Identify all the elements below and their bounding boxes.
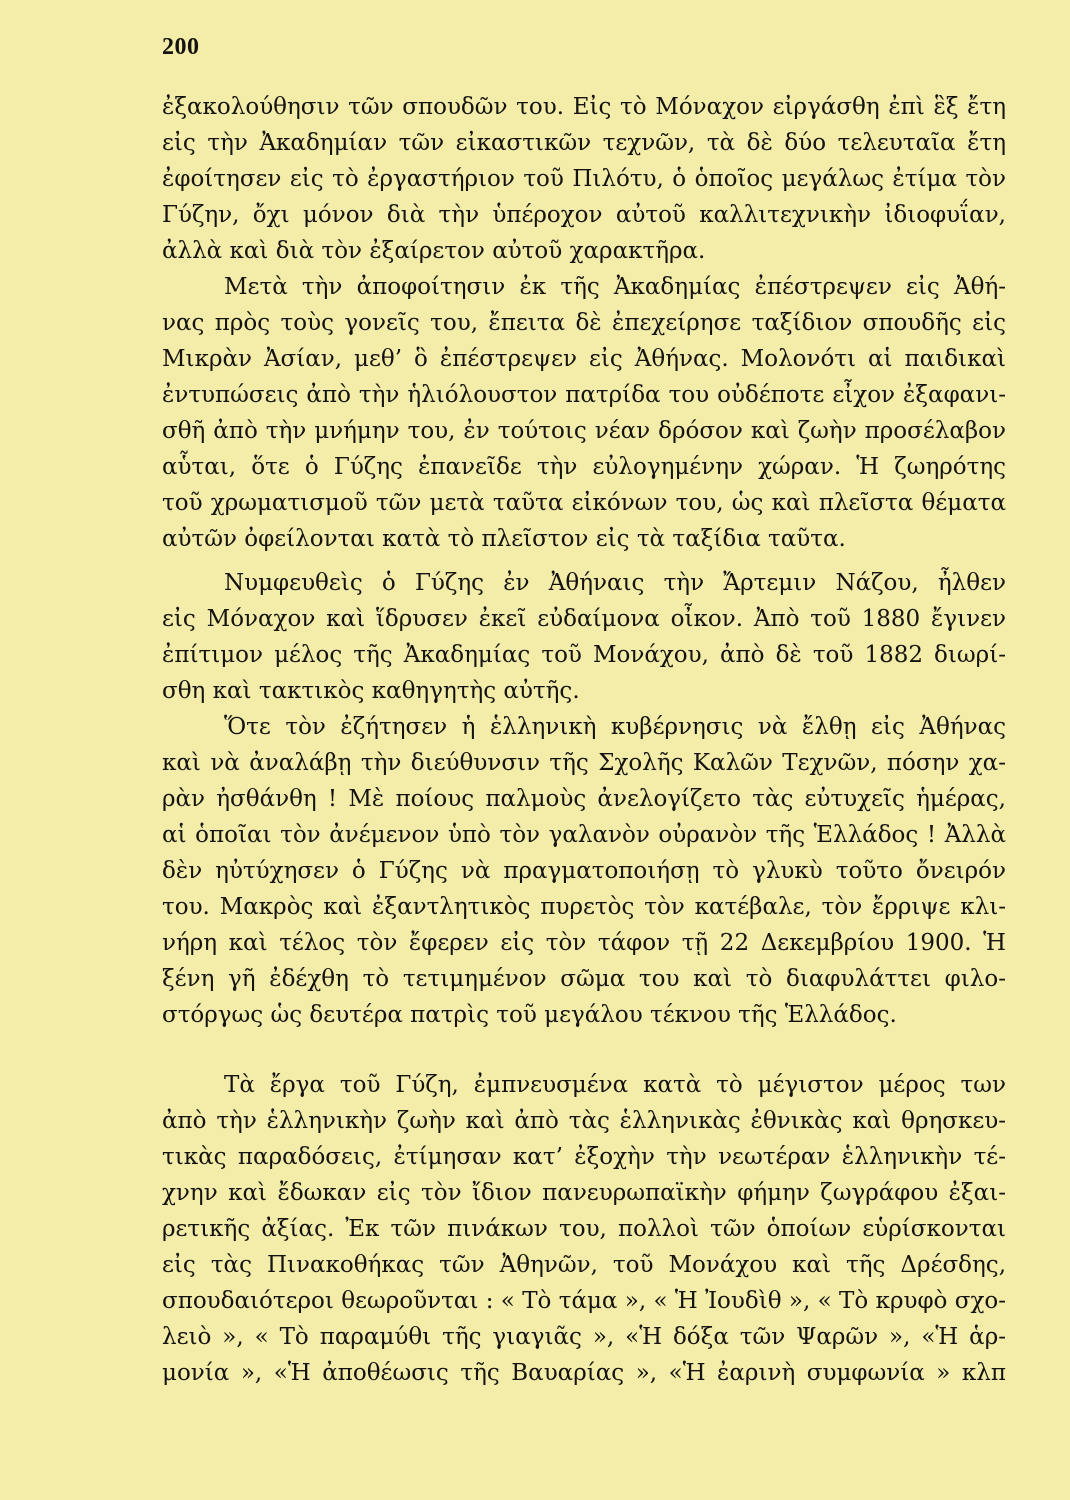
text-line: ἐπίτιμον μέλος τῆς Ἀκαδημίας τοῦ Μονάχου, ἀπὸ δὲ τοῦ 1882 διωρί- [162, 642, 1006, 668]
text-line: εἰς τὰς Πινακοθήκας τῶν Ἀθηνῶν, τοῦ Μονάχου καὶ τῆς Δρέσδης, [162, 1252, 1006, 1278]
text-line: ἐντυπώσεις ἀπὸ τὴν ἡλιόλουστον πατρίδα του οὐδέποτε εἶχον ἐξαφανι- [162, 382, 1006, 408]
text-line: χνην καὶ ἔδωκαν εἰς τὸν ἴδιον πανευρωπαϊκὴν φήμην ζωγράφου ἐξαι- [162, 1180, 1006, 1206]
text-line: αἱ ὁποῖαι τὸν ἀνέμενον ὑπὸ τὸν γαλανὸν οὐρανὸν τῆς Ἑλλάδος ! Ἀλλὰ [162, 822, 1006, 848]
text-line: νήρη καὶ τέλος τὸν ἔφερεν εἰς τὸν τάφον τῇ 22 Δεκεμβρίου 1900. Ἡ [162, 930, 1006, 956]
text-line: σπουδαιότεροι θεωροῦνται : « Τὸ τάμα », « Ἡ Ἰουδὶθ », « Τὸ κρυφὸ σχο- [162, 1288, 1006, 1314]
text-line: ἐξακολούθησιν τῶν σπουδῶν του. Εἰς τὸ Μόναχον εἰργάσθη ἐπὶ ἓξ ἔτη [162, 94, 1006, 120]
text-line: μονία », «Ἡ ἀποθέωσις τῆς Βαυαρίας », «Ἡ ἐαρινὴ συμφωνία » κλπ [162, 1360, 1006, 1386]
text-line: δὲν ηὐτύχησεν ὁ Γύζης νὰ πραγματοποιήσῃ τὸ γλυκὺ τοῦτο ὄνειρόν [162, 858, 1006, 884]
text-line: Μετὰ τὴν ἀποφοίτησιν ἐκ τῆς Ἀκαδημίας ἐπέστρεψεν εἰς Ἀθή- [224, 274, 1006, 300]
text-line: τικὰς παραδόσεις, ἐτίμησαν κατ’ ἐξοχὴν τὴν νεωτέραν ἑλληνικὴν τέ- [162, 1144, 1006, 1170]
text-line: ἀλλὰ καὶ διὰ τὸν ἐξαίρετον αὐτοῦ χαρακτῆρα. [162, 238, 706, 264]
text-line: νας πρὸς τοὺς γονεῖς του, ἔπειτα δὲ ἐπεχείρησε ταξίδιον σπουδῆς εἰς [162, 310, 1006, 336]
text-line: ρὰν ἠσθάνθη ! Μὲ ποίους παλμοὺς ἀνελογίζετο τὰς εὐτυχεῖς ἡμέρας, [162, 786, 1006, 812]
text-line: αὐτῶν ὀφείλονται κατὰ τὸ πλεῖστον εἰς τὰ ταξίδια ταῦτα. [162, 526, 846, 552]
text-line: ἐφοίτησεν εἰς τὸ ἐργαστήριον τοῦ Πιλότυ, ὁ ὁποῖος μεγάλως ἐτίμα τὸν [162, 166, 1006, 192]
text-line: Νυμφευθεὶς ὁ Γύζης ἐν Ἀθήναις τὴν Ἄρτεμιν Νάζου, ἦλθεν [224, 570, 1006, 596]
text-line: ξένη γῆ ἐδέχθη τὸ τετιμημένον σῶμα του καὶ τὸ διαφυλάττει φιλο- [162, 966, 1006, 992]
page-number: 200 [162, 34, 200, 60]
text-line: εἰς Μόναχον καὶ ἵδρυσεν ἐκεῖ εὐδαίμονα οἶκον. Ἀπὸ τοῦ 1880 ἔγινεν [162, 606, 1006, 632]
text-line: ρετικῆς ἀξίας. Ἐκ τῶν πινάκων του, πολλοὶ τῶν ὁποίων εὑρίσκονται [162, 1216, 1006, 1242]
text-line: σθη καὶ τακτικὸς καθηγητὴς αὐτῆς. [162, 678, 580, 704]
text-line: ἀπὸ τὴν ἑλληνικὴν ζωὴν καὶ ἀπὸ τὰς ἑλληνικὰς ἐθνικὰς καὶ θρησκευ- [162, 1108, 1006, 1134]
text-line: Γύζην, ὄχι μόνον διὰ τὴν ὑπέροχον αὐτοῦ καλλιτεχνικὴν ἰδιοφυΐαν, [162, 202, 1006, 228]
text-line: καὶ νὰ ἀναλάβῃ τὴν διεύθυνσιν τῆς Σχολῆς Καλῶν Τεχνῶν, πόσην χα- [162, 750, 1006, 776]
text-line: τοῦ χρωματισμοῦ τῶν μετὰ ταῦτα εἰκόνων του, ὡς καὶ πλεῖστα θέματα [162, 490, 1006, 516]
text-line: εἰς τὴν Ἀκαδημίαν τῶν εἰκαστικῶν τεχνῶν, τὰ δὲ δύο τελευταῖα ἔτη [162, 130, 1006, 156]
text-line: σθῆ ἀπὸ τὴν μνήμην του, ἐν τούτοις νέαν δρόσον καὶ ζωὴν προσέλαβον [162, 418, 1006, 444]
text-line: Μικρὰν Ἀσίαν, μεθ’ ὃ ἐπέστρεψεν εἰς Ἀθήνας. Μολονότι αἱ παιδικαὶ [162, 346, 1006, 372]
text-line: Τὰ ἔργα τοῦ Γύζη, ἐμπνευσμένα κατὰ τὸ μέγιστον μέρος των [224, 1072, 1006, 1098]
text-line: λειὸ », « Τὸ παραμύθι τῆς γιαγιᾶς », «Ἡ δόξα τῶν Ψαρῶν », «Ἡ ἁρ- [162, 1324, 1006, 1350]
text-line: Ὅτε τὸν ἐζήτησεν ἡ ἑλληνικὴ κυβέρνησις νὰ ἔλθῃ εἰς Ἀθήνας [224, 714, 1006, 740]
text-line: αὗται, ὅτε ὁ Γύζης ἐπανεῖδε τὴν εὐλογημένην χώραν. Ἡ ζωηρότης [162, 454, 1006, 480]
text-line: του. Μακρὸς καὶ ἐξαντλητικὸς πυρετὸς τὸν κατέβαλε, τὸν ἔρριψε κλι- [162, 894, 1006, 920]
text-line: στόργως ὡς δευτέρα πατρὶς τοῦ μεγάλου τέκνου τῆς Ἑλλάδος. [162, 1002, 897, 1028]
